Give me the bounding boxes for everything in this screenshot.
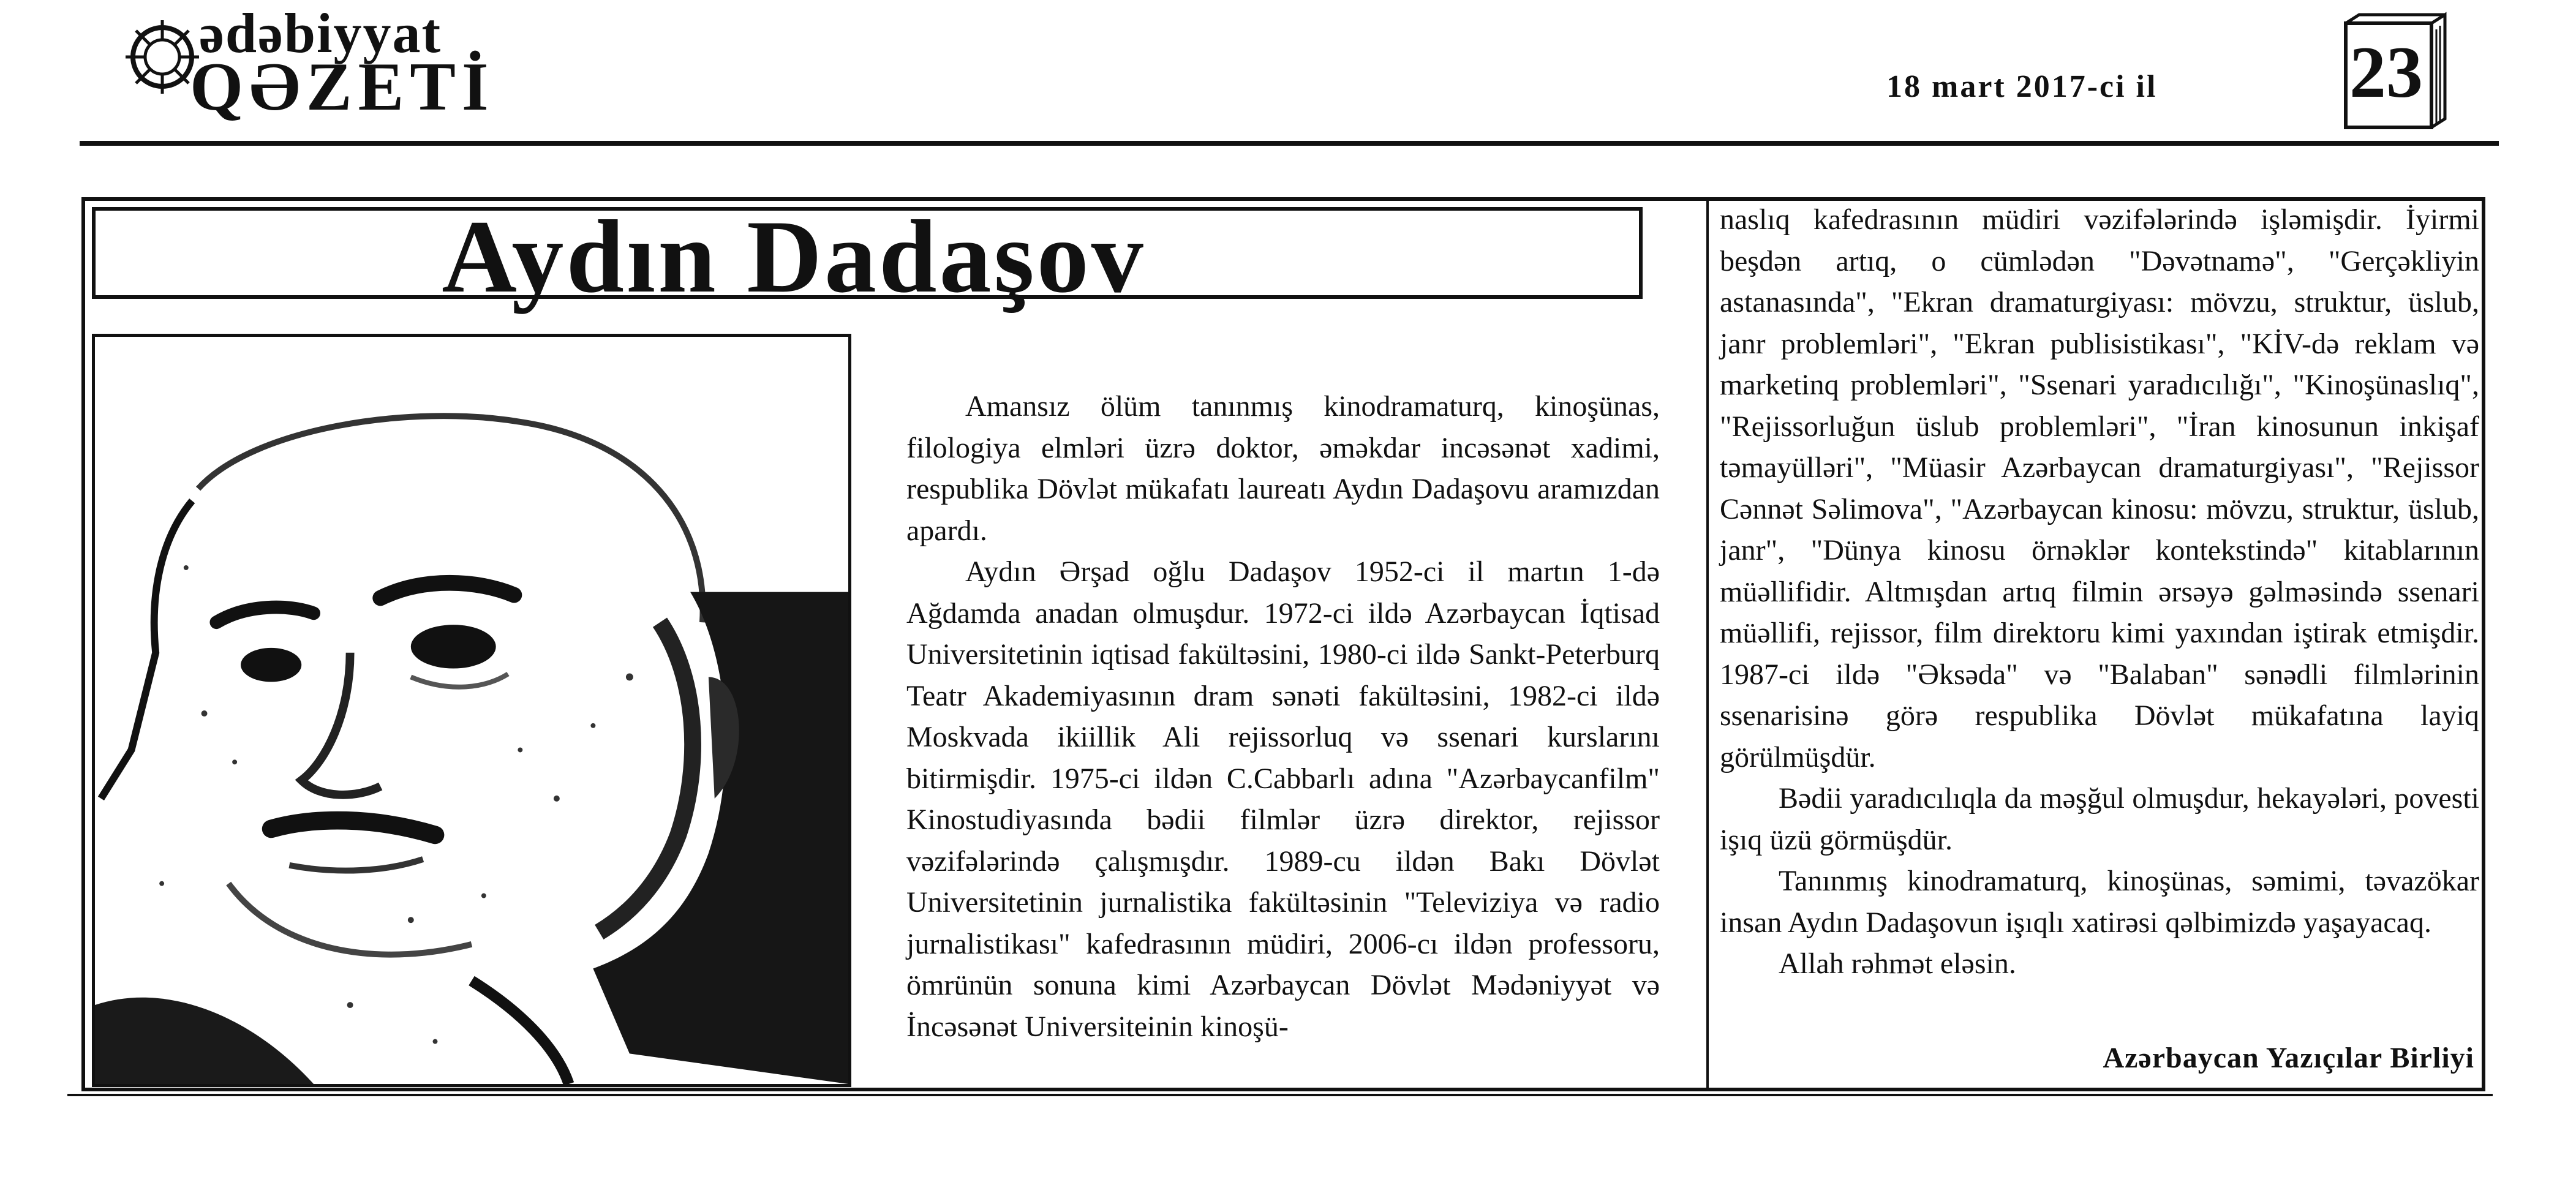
article-column-2 bbox=[1720, 199, 2479, 985]
newspaper-masthead bbox=[122, 2, 521, 125]
article-column-1 bbox=[906, 386, 1660, 1047]
paragraph: Tanınmış kinodramaturq, kinoşünas, səmimi, təvazökar insan Aydın Dadaşovun işıqlı xatirəsi qəlbimizdə yaşayacaq. bbox=[1720, 865, 2479, 939]
masthead-line2: QƏZETİ bbox=[190, 49, 495, 125]
paragraph: Aydın Ərşad oğlu Dadaşov 1952-ci il martın 1-də Ağdamda anadan olmuşdur. 1972-ci ildə Azərbaycan İqtisad Universitetinin iqtisad fakültəsini, 1980-ci ildə Sankt-Peterburq Teatr Akademiyasının dram sənəti fakültəsini, 1982-ci ildə Moskvada ikiillik Ali rejissorluq və ssenari kurslarını bitirmişdir. 1975-ci ildən C.Cabbarlı adına "Azərbaycanfilm" Kinostudiyasında bədii filmlər üzrə direktor, rejissor vəzifələrində çalışmışdır. 1989-cu ildən Bakı Dövlət Universitetinin jurnalistika fakültəsinin "Televiziya və radio jurnalistikası" kafedrasının müdiri, 2006-cı ildən professoru, ömrünün sonuna kimi Azərbaycan Dövlət Mədəniyyət və İncəsənət Universiteinin kinoşü- bbox=[906, 555, 1660, 1043]
issue-date: 18 mart 2017-ci il bbox=[1886, 69, 2158, 104]
column-divider bbox=[1706, 197, 1709, 1091]
page-number-badge bbox=[2340, 11, 2450, 140]
article-title: Aydın Dadaşov bbox=[442, 199, 1146, 314]
article-title-box bbox=[92, 199, 1643, 314]
masthead-line1: ədəbiyyat bbox=[199, 2, 442, 64]
header-rule bbox=[80, 141, 2499, 146]
paragraph-continuation: naslıq kafedrasının müdiri vəzifələrində işləmişdir. İyirmi beşdən artıq, o cümlədən "Dəvətnamə", "Gerçəkliyin astanasında", "Ekran dramaturgiyası: mövzu, struktur, üslub, janr problemləri", "Ekran publisistikası", "KİV-də reklam və marketinq problemləri", "Ssenari yaradıcılığı", "Kinoşünaslıq", "Rejissorluğun üslub problemləri", "İran kinosunun inkişaf təmayülləri", "Müasir Azərbaycan dramaturgiyası", "Rejissor Cənnət Səlimova", "Azərbaycan kinosu: mövzu, struktur, üslub, janr", "Dünya kinosu örnəklər kontekstində" kitablarının müəllifidir. Altmışdan artıq filmin ərsəyə gəlməsində ssenari müəllifi, rejissor, film direktoru kimi yaxından iştirak etmişdir. 1987-ci ildə "Əksəda" və "Balaban" sənədli filmlərinin ssenarisinə görə respublika Dövlət mükafatına layiq görülmüşdür. bbox=[1720, 203, 2479, 773]
paragraph: Allah rəhmət eləsin. bbox=[1779, 947, 2016, 980]
signature: Azərbaycan Yazıçılar Birliyi bbox=[2103, 1042, 2474, 1074]
paragraph: Bədii yaradıcılıqla da məşğul olmuşdur, hekayələri, povesti işıq üzü görmüşdür. bbox=[1720, 782, 2479, 856]
portrait-photo bbox=[92, 334, 851, 1087]
page-number: 23 bbox=[2349, 31, 2423, 113]
portrait-illustration bbox=[95, 337, 848, 1084]
bottom-rule bbox=[67, 1094, 2493, 1096]
paragraph: Amansız ölüm tanınmış kinodramaturq, kinoşünas, filologiya elmləri üzrə doktor, əməkdar incəsənət xadimi, respublika Dövlət mükafatı laureatı Aydın Dadaşovu aramızdan apardı. bbox=[906, 390, 1660, 547]
